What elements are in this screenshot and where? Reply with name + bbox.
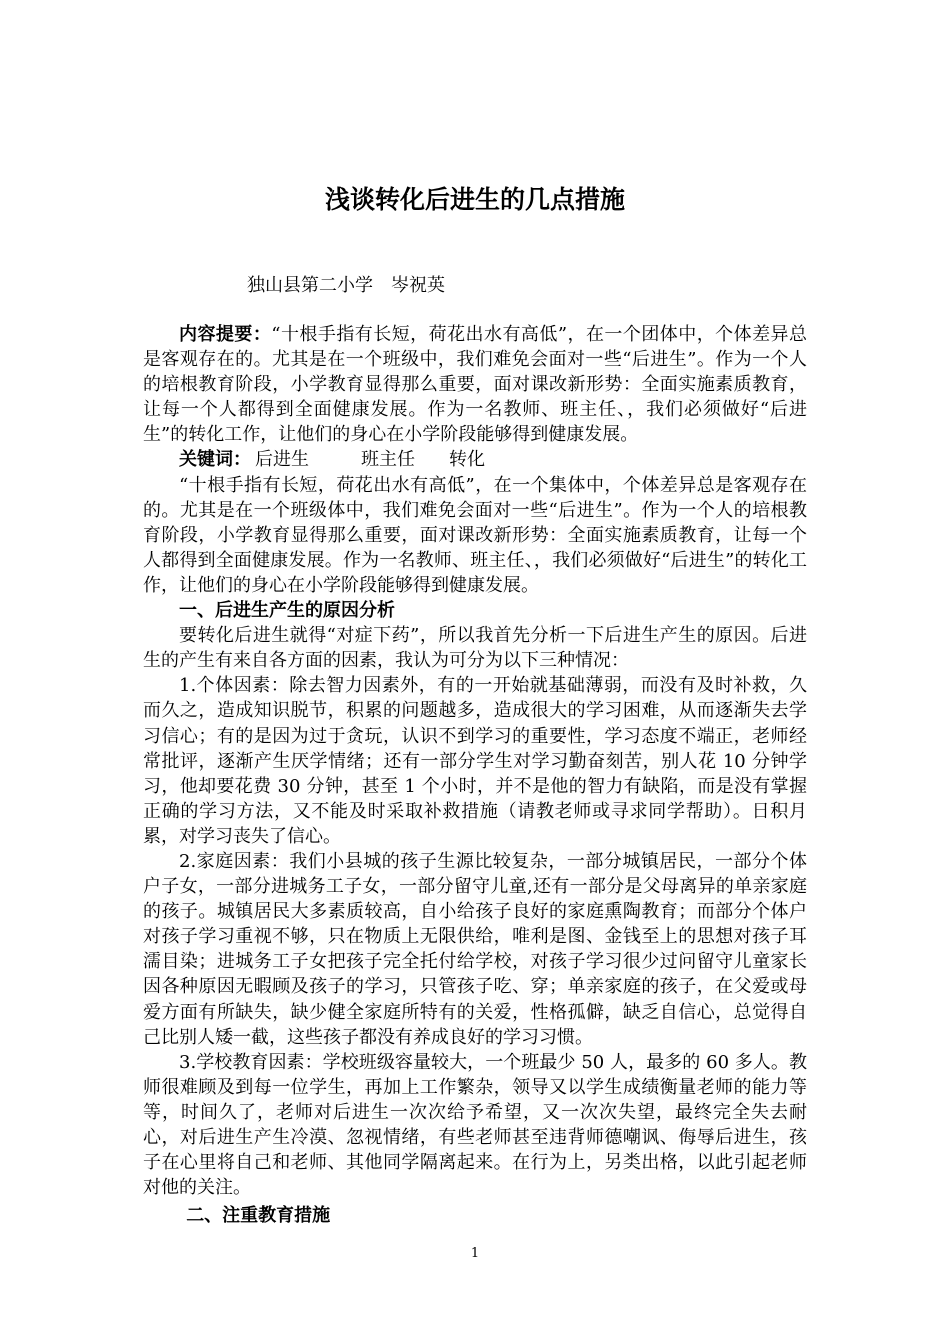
abstract-label: 内容提要： — [179, 324, 272, 345]
section-heading: 一、后进生产生的原因分析 — [179, 600, 395, 622]
body-paragraph: 要转化后进生就得“对症下药”，所以我首先分析一下后进生产生的原因。后进生的产生有来自各方面的因素，我认为可分为以下三种情况： — [143, 625, 807, 672]
abstract-text: “十根手指有长短，荷花出水有高低”，在一个团体中，个体差异总是客观存在的。尤其是在一个班级中，我们难免会面对一些“后进生”。作为一个人的培根教育阶段，小学教育显得那么重要，面对课改新形势：全面实施素质教育，让每一个人都得到全面健康发展。作为一名教师、班主任、，我们必须做好“后进生”的转化工作，让他们的身心在小学阶段能够得到健康发展。 — [143, 324, 807, 446]
author-name: 岑祝英 — [391, 275, 445, 296]
keyword: 转化 — [449, 449, 485, 471]
author-line — [247, 272, 445, 300]
keyword: 后进生 — [255, 449, 309, 471]
body-paragraph: 2.家庭因素：我们小县城的孩子生源比较复杂，一部分城镇居民，一部分个体户子女，一部分进城务工子女，一部分留守儿童,还有一部分是父母离异的单亲家庭的孩子。城镇居民大多素质较高，自小给孩子良好的家庭熏陶教育；而部分个体户对孩子学习重视不够，只在物质上无限供给，唯利是图、金钱至上的思想对孩子耳濡目染；进城务工子女把孩子完全托付给学校，对孩子学习很少过问留守儿童家长因各种原因无暇顾及孩子的学习，只管孩子吃、穿；单亲家庭的孩子，在父爱或母爱方面有所缺失，缺少健全家庭所特有的关爱，性格孤僻，缺乏自信心，总觉得自己比别人矮一截，这些孩子都没有养成良好的学习习惯。 — [143, 850, 807, 1048]
keyword: 班主任 — [361, 449, 415, 471]
keywords-label: 关键词： — [179, 449, 251, 471]
intro-paragraph: “十根手指有长短，荷花出水有高低”，在一个集体中，个体差异总是客观存在的。尤其是在一个班级体中，我们难免会面对一些“后进生”。作为一个人的培根教育阶段，小学教育显得那么重要，面对课改新形势：全面实施素质教育，让每一个人都得到全面健康发展。作为一名教师、班主任、，我们必须做好“后进生”的转化工作，让他们的身心在小学阶段能够得到健康发展。 — [143, 474, 807, 596]
document-body — [143, 322, 807, 1228]
document-title: 浅谈转化后进生的几点措施 — [324, 185, 625, 214]
body-paragraph: 1.个体因素：除去智力因素外，有的一开始就基础薄弱，而没有及时补救，久而久之，造成知识脱节，积累的问题越多，造成很大的学习困难，从而逐渐失去学习信心；有的是因为过于贪玩，认识不到学习的重要性，学习态度不端正，老师经常批评，逐渐产生厌学情绪；还有一部分学生对学习勤奋刻苦，别人花 10 分钟学习，他却要花费 30 分钟，甚至 1 个小时，并不是他的智力有缺陷，而是没有掌握正确的学习方法，又不能及时采取补救措施（请教老师或寻求同学帮助）。日积月累，对学习丧失了信心。 — [143, 675, 807, 847]
keywords-line — [143, 447, 807, 472]
section-heading: 二、注重教育措施 — [186, 1205, 331, 1227]
abstract-paragraph — [143, 322, 807, 447]
body-paragraph: 3.学校教育因素：学校班级容量较大，一个班最少 50 人，最多的 60 多人。教师很难顾及到每一位学生，再加上工作繁杂，领导又以学生成绩衡量老师的能力等等，时间久了，老师对后进生一次次给予希望，又一次次失望，最终完全失去耐心，对后进生产生冷漠、忽视情绪，有些老师甚至违背师德嘲讽、侮辱后进生，孩子在心里将自己和老师、其他同学隔离起来。在行为上，另类出格，以此引起老师对他的关注。 — [143, 1051, 807, 1199]
author-school: 独山县第二小学 — [247, 275, 373, 296]
page-number: 1 — [470, 1246, 480, 1261]
